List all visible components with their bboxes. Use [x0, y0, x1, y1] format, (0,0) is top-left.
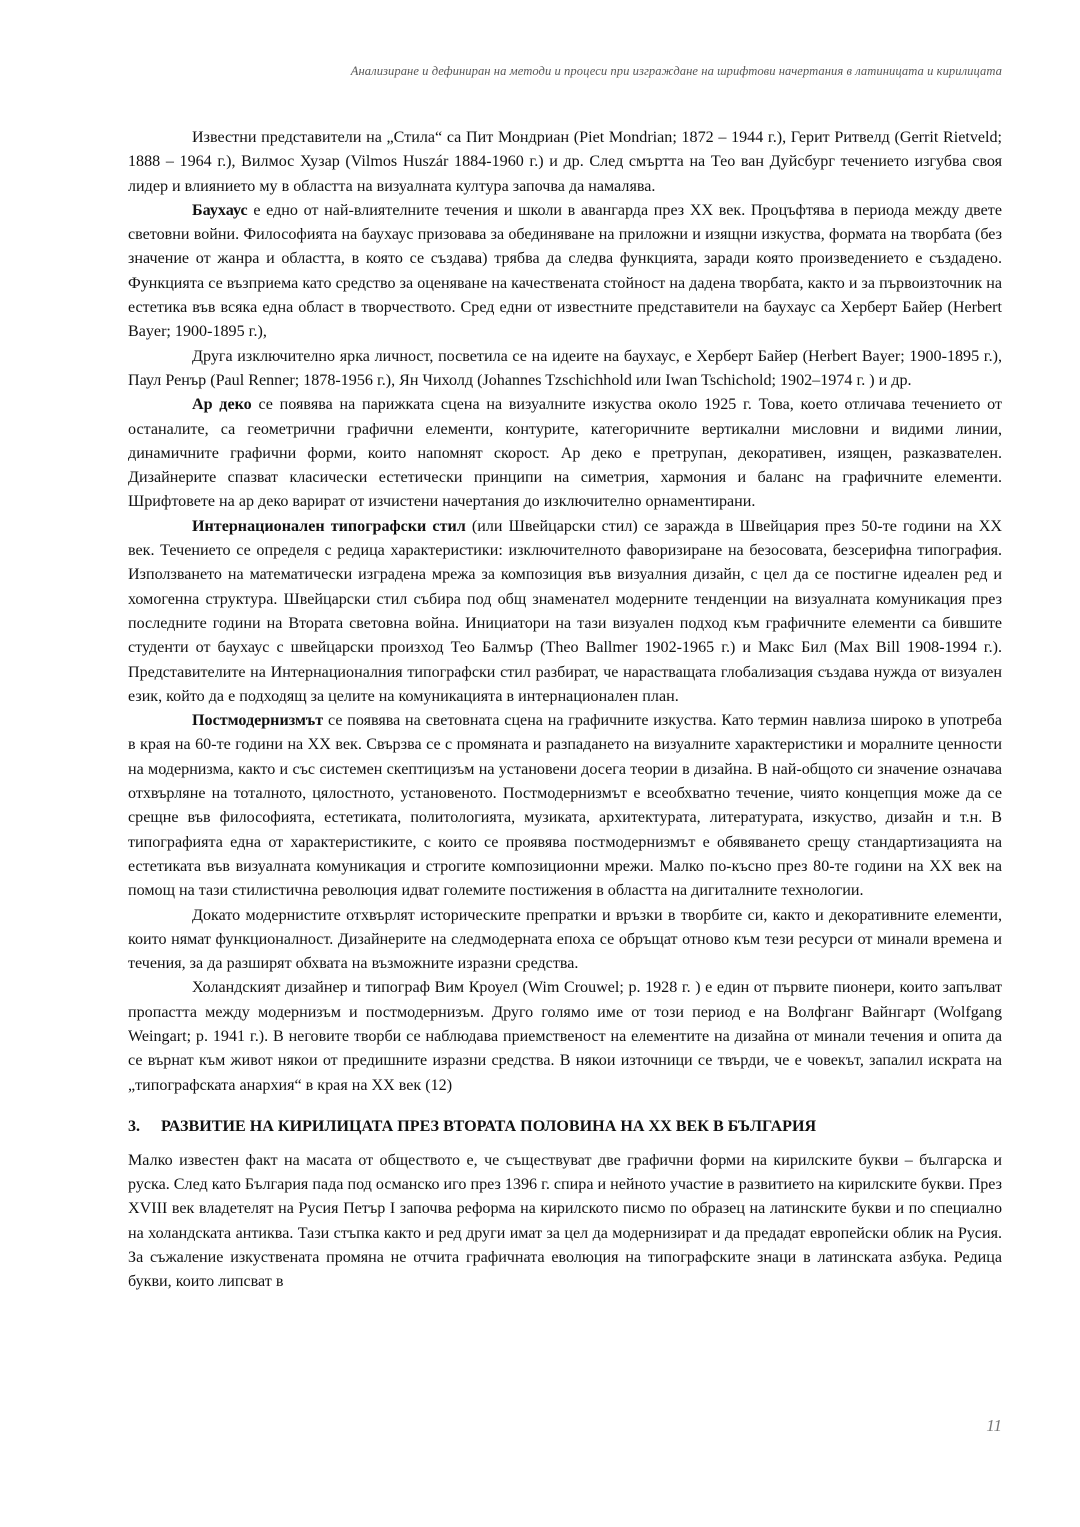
- paragraph-postmodernism: [128, 709, 1002, 903]
- term-postmodernism: Постмодернизмът: [192, 712, 324, 730]
- paragraph-crouwel-weingart: [128, 976, 1002, 1097]
- paragraph-text: се появява на парижката сцена на визуалните изкуства около 1925 г. Това, което отличава течението от останалите, са геометрични графични елементи, контурите, категоричните вертикални мисловни и видими линии, динамичните графични форми, които напомнят скорост. Ар деко е претрупан, декоративен, изящен, разказвателен. Дизайнерите спазват класически естетически принципи на симетрия, хармония и баланс на графичните елементи. Шрифтовете на ар деко варират от изчистени начертания до изключително орнаментирани.: [128, 396, 1002, 511]
- paragraph-international-style: [128, 515, 1002, 709]
- paragraph-bauhaus: [128, 199, 1002, 345]
- paragraph-text: се появява на световната сцена на графичните изкуства. Като термин навлиза широко в употреба в края на 60-те години на XX век. Свързва се с промяната и разпадането на визуалните характеристики и моралните ценности на модернизма, както и със системен скептицизъм на установени досега теории в дизайна. В най-общото си значение означава отхвърляне на тоталното, цялостното, установеното. Постмодернизмът е всеобхватно течение, чиято концепция може да се срещне във философията, естетиката, политологията, музиката, архитектурата, литературата, изкуство, дизайн и т.н. В типографията една от характеристиките, с които се проявява постмодернизмът е обявяването срещу стандартизацията на естетиката във визуалната комуникация и строгите композиционни мрежи. Малко по-късно през 80-те години на XX век на помощ на тази стилистична революция идват големите постижения в областта на дигиталните технологии.: [128, 712, 1002, 900]
- section-title: РАЗВИТИЕ НА КИРИЛИЦАТА ПРЕЗ ВТОРАТА ПОЛОВИНА НА XX ВЕК В БЪЛГАРИЯ: [161, 1117, 817, 1135]
- paragraph-art-deco: [128, 393, 1002, 514]
- page-number: 11: [986, 1416, 1002, 1435]
- term-art-deco: Ар деко: [192, 396, 252, 414]
- document-body: [128, 126, 1002, 1295]
- paragraph-text: е едно от най-влиятелните течения и школи в авангарда през XX век. Процъфтява в периода между двете световни войни. Философията на баухаус призовава за обединяване на приложни и изящни изкуства, формата на творбата (без значение от жанра и областта, в която се създава) трябва да следва функцията, заради която произведението е създадено. Функцията се възприема като средство за оценяване на качествената стойност на дадена творбата, както и за първоизточник на естетика във всяка една област в творчеството. Сред едни от известните представители на баухаус са Херберт Байер (Herbert Bayer; 1900-1895 г.),: [128, 201, 1002, 341]
- running-header: Анализиране и дефиниран на методи и процеси при изграждане на шрифтови начертания в латиницата и кирилицата: [350, 64, 1002, 78]
- section-number: 3.: [128, 1117, 141, 1135]
- paragraph-text: Друга изключително ярка личност, посветила се на идеите на баухаус, е Херберт Байер (Herbert Bayer; 1900-1895 г.), Паул Ренър (Paul Renner; 1878-1956 г.), Ян Чихолд (Johannes Tzschichhold или Iwan Tschichold; 1902–1974 г. ) и др.: [128, 347, 1002, 389]
- paragraph-bauhaus-people: [128, 345, 1002, 394]
- paragraph-text: Холандският дизайнер и типограф Вим Кроуел (Wim Crouwel; р. 1928 г. ) е един от първите пионери, които запълват пропастта между модернизъм и постмодернизъм. Друго голямо име от този период е на Волфганг Вайнгарт (Wolfgang Weingart; р. 1941 г.). В неговите творби се наблюдава приемственост на елементите на дизайна от минали течения и опита да се върнат към живот някои от предишните изразни средства. В някои източници се твърди, че е човекът, запалил искрата на „типографската анархия“ в края на XX век (12): [128, 979, 1002, 1094]
- paragraph-text: Докато модернистите отхвърлят историческите препратки и връзки в творбите си, както и декоративните елементи, които нямат функционалност. Дизайнерите на следмодерната епоха се обръщат отново към тези ресурси от минали времена и течения, за да разширят обхвата на възможните изразни средства.: [128, 906, 1002, 973]
- paragraph-text: Известни представители на „Стила“ са Пит Мондриан (Piet Mondrian; 1872 – 1944 г.), Герит Ритвелд (Gerrit Rietveld; 1888 – 1964 г.), Вилмос Хузар (Vilmos Huszár 1884-1960 г.) и др. След смъртта на Тео ван Дуйсбург течението изгубва своя лидер и влиянието му в областта на визуалната култура започва да намалява.: [128, 129, 1002, 195]
- paragraph-text: (или Швейцарски стил) се заражда в Швейцария през 50-те години на XX век. Течението се определя с редица характеристики: изключителното фаворизиране на безосовата, безсерифна типография. Използването на математически изградена мрежа за композиция във визуалния дизайн, с цел да се постигне идеален ред и хомогенна структура. Швейцарски стил събира под общ знаменател модерните тенденции на визуалната комуникация през последните години на Втората световна война. Инициатори на тази визуален подход към графичните елементи са бившите студенти от баухаус с швейцарски произход Тео Балмър (Theo Ballmer 1902-1965 г.) и Макс Бил (Max Bill 1908-1994 г.). Представителите на Интернационалния типографски стил разбират, че нарастващата глобализация създава нужда от визуален език, който да е подходящ за целите на комуникацията в интернационален план.: [128, 517, 1002, 705]
- paragraph-stijl-representatives: [128, 126, 1002, 199]
- term-bauhaus: Баухаус: [192, 201, 248, 219]
- paragraph-section-body: Малко известен факт на масата от обществото е, че съществуват две графични форми на кирилските букви – българска и руска. След като България пада под османско иго през 1396 г. спира и нейното участие в развитието на кирилските букви. През XVIII век владетелят на Русия Петър I започва реформа на кирилското писмо по образец на латинските букви и по специално на холандската антиква. Тази стъпка както и ред други имат за цел да модернизират и да предадат европейски облик на Русия. За съжаление изкуствената промяна не отчита графичната еволюция на типографските знаци в латинската азбука. Редица букви, които липсват в: [128, 1151, 1002, 1291]
- term-international-style: Интернационален типографски стил: [192, 517, 466, 535]
- section-heading: [128, 1116, 1002, 1138]
- paragraph-modernists: [128, 904, 1002, 977]
